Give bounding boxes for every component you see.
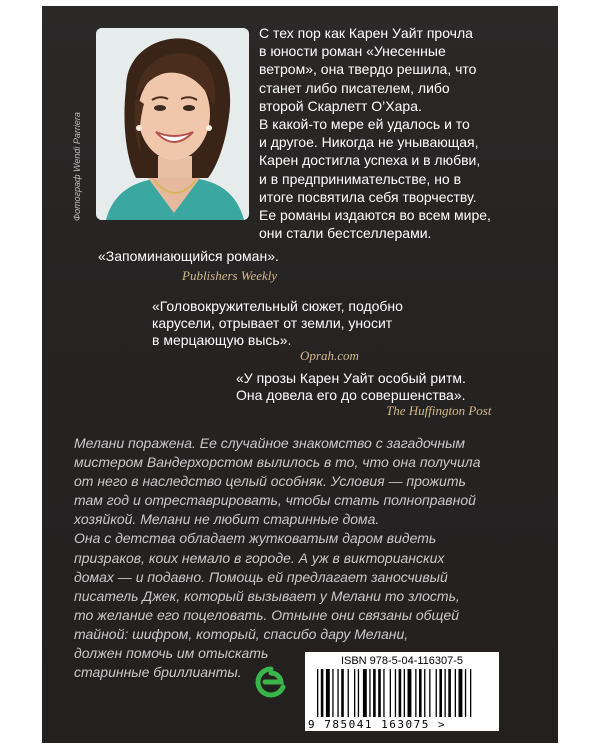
bio-line: они стали бестселлерами. <box>259 225 432 242</box>
barcode-bar <box>317 669 318 717</box>
blurb-line: старинные бриллианты. <box>74 664 242 681</box>
quote-line: Она довела его до совершенства». <box>236 387 466 403</box>
review-source-3: The Huffington Post <box>386 403 492 418</box>
blurb-line: мистером Вандерхорстом вылилось в то, что она получила <box>74 454 481 471</box>
blurb-line: от него в наследство целый особняк. Условия — прожить <box>74 473 466 490</box>
barcode-bar <box>373 669 376 717</box>
bio-line: второй Скарлетт О’Хара. <box>259 97 422 114</box>
blurb-line: должен помочь им отыскать <box>74 645 269 662</box>
bio-line: Карен достигла успеха и в любви, <box>259 152 481 169</box>
quote-line: карусели, отрывает от земли, уносит <box>152 315 393 331</box>
publisher-e-logo-icon <box>254 665 288 699</box>
barcode-bar <box>383 669 384 717</box>
barcode-bar <box>415 669 416 717</box>
blurb-line: там год и отреставрировать, чтобы стать полноправной <box>74 492 476 509</box>
barcode-bar <box>465 669 466 717</box>
barcode-bar <box>326 669 330 717</box>
author-bio <box>259 24 549 242</box>
barcode-bar <box>424 669 425 717</box>
bio-line: в юности роман «Унесенные <box>259 43 446 60</box>
barcode-digits: 9 785041 163075 > <box>308 718 447 731</box>
barcode-bar <box>419 669 422 717</box>
bio-line: Ее романы издаются во всем мире, <box>259 207 491 224</box>
blurb-line: Мелани поражена. Ее случайное знакомство с загадочным <box>74 435 466 451</box>
barcode-bar <box>404 669 405 717</box>
barcode-bar <box>321 669 324 717</box>
quote-line: в мерцающую высь». <box>152 332 292 348</box>
blurb-line: писатель Джек, который вызывает у Мелани то злость, <box>74 587 460 604</box>
barcode-bar <box>395 669 396 717</box>
barcode-bar <box>358 669 359 717</box>
bio-line: В какой-то мере ей удалось и то <box>259 116 470 133</box>
author-photo <box>96 28 249 220</box>
review-quote-2 <box>152 298 403 349</box>
barcode-bar <box>436 669 437 717</box>
blurb-line: хозяйкой. Мелани не любит старинные дома. <box>74 511 380 528</box>
barcode-bar <box>408 669 412 717</box>
barcode <box>305 652 499 731</box>
barcode-bar <box>378 669 381 717</box>
barcode-bar <box>369 669 370 717</box>
book-back-cover <box>42 6 558 743</box>
barcode-bar <box>348 669 349 717</box>
review-quote-1 <box>98 248 279 265</box>
review-source-2: Oprah.com <box>300 348 359 363</box>
barcode-bar <box>363 669 367 717</box>
blurb-line: тайной: шифром, который, спасибо дару Мелани, <box>74 625 409 642</box>
barcode-bar <box>455 669 456 717</box>
barcode-bars <box>305 669 499 719</box>
isbn-label: ISBN 978-5-04-116307-5 <box>340 655 464 667</box>
review-quote-3 <box>236 370 466 404</box>
quote-line: «У прозы Карен Уайт особый ритм. <box>236 370 466 386</box>
barcode-bar <box>459 669 463 717</box>
blurb-line: то желание его поцеловать. Отныне они связаны общей <box>74 606 460 623</box>
bio-line: итоге посвятила себя творчеству. <box>259 188 477 205</box>
book-blurb <box>74 434 480 682</box>
barcode-bar <box>399 669 402 717</box>
barcode-bar <box>470 669 471 717</box>
blurb-line: домах — и подавно. Помощь ей предлагает заносчивый <box>74 568 448 585</box>
barcode-bar <box>332 669 333 717</box>
barcode-bar <box>429 669 430 717</box>
bio-line: С тех пор как Карен Уайт прочла <box>259 25 473 41</box>
bio-line: и в предпринимательстве, но в <box>259 170 462 187</box>
barcode-bar <box>390 669 391 717</box>
bio-line: станет либо писателем, либо <box>259 79 450 96</box>
barcode-bar <box>439 669 442 717</box>
photo-credit: Фотограф Wendi Parriera <box>72 112 82 221</box>
quote-line: «Головокружительный сюжет, подобно <box>152 298 403 314</box>
review-source-1: Publishers Weekly <box>182 268 278 283</box>
barcode-bar <box>445 669 446 717</box>
barcode-bar <box>341 669 344 717</box>
blurb-line: призраков, коих немало в городе. А уж в викторианских <box>74 549 445 566</box>
blurb-line: Она с детства обладает жутковатым даром видеть <box>74 530 437 547</box>
barcode-bar <box>337 669 338 717</box>
quote-line: «Запоминающийся роман». <box>98 248 279 264</box>
bio-line: и другое. Никогда не унывающая, <box>259 134 479 151</box>
barcode-bar <box>354 669 355 717</box>
bio-line: ветром», она твердо решила, что <box>259 61 477 78</box>
barcode-bar <box>448 669 451 717</box>
